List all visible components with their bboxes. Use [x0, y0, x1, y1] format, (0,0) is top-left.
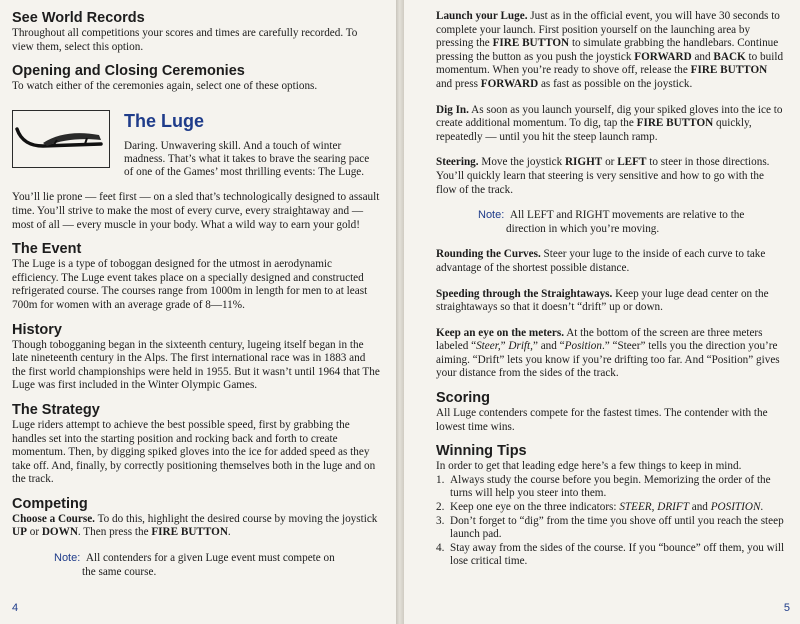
- list-item-text: Stay away from the sides of the course. If you “bounce” off them, you will lose critical time.: [450, 541, 785, 568]
- note-line-2: the same course.: [82, 565, 157, 578]
- page-number: 5: [783, 602, 790, 614]
- text-steering: [436, 156, 786, 197]
- luge-illustration-box: [12, 110, 110, 168]
- dig-in-text-1: As soon as you launch yourself, dig your spiked gloves into the ice to create additional momentum. To dig, tap the: [436, 103, 783, 130]
- meters-text-4: .” “Steer” tells you the direction you’re aiming. “Drift” lets you know if you’re drifting too far. And “Position” gives your distance from the sides of the track.: [436, 340, 780, 380]
- text-competing: [12, 513, 380, 540]
- launch-text-5: and press: [436, 77, 481, 90]
- keyword-fire-button: FIRE BUTTON: [636, 117, 714, 130]
- section-strategy: [12, 402, 380, 487]
- note-line-2: direction in which you’re moving.: [506, 222, 660, 235]
- competing-text-1: To do this, highlight the desired course by moving the joystick: [94, 512, 378, 525]
- note-label: Note:: [478, 209, 505, 222]
- launch-text-3: and: [691, 50, 714, 63]
- competing-text-end: .: [227, 526, 231, 539]
- list-item-text: Always study the course before you begin. Memorizing the order of the turns will help you steer into them.: [450, 473, 771, 500]
- heading-event: The Event: [12, 241, 82, 258]
- list-item-text: [450, 501, 763, 515]
- section-ceremonies: [12, 63, 380, 94]
- section-world-records: [12, 10, 380, 54]
- heading-ceremonies: Opening and Closing Ceremonies: [12, 63, 245, 80]
- steering-lead: Steering.: [436, 156, 479, 169]
- left-page: [0, 0, 396, 624]
- meters-text-2: ”: [500, 340, 509, 353]
- list-item-number: 4.: [436, 541, 445, 554]
- note-steering: [436, 209, 786, 236]
- text-dig-in: [436, 104, 786, 145]
- keyword-fire-button: FIRE BUTTON: [492, 37, 570, 50]
- indicator-position: POSITION: [710, 501, 761, 514]
- page-number: 4: [12, 602, 19, 614]
- luge-intro: Daring. Unwavering skill. And a touch of winter madness. That’s what it takes to brave the searing pace of one of the Games’ most thrilling events: The Luge.: [124, 139, 370, 179]
- section-history: [12, 322, 380, 393]
- list-item-number: 2.: [436, 501, 445, 514]
- tip-2-end: .: [760, 501, 764, 514]
- text-history: Though tobogganing began in the sixteenth century, lugeing itself began in the late nineteenth century in the Alps. The first international race was in 1883 and the first world championships were held in 1955. But it wasn’t until 1964 that The Luge was first included in the Winter Olympic Games.: [12, 338, 380, 392]
- tip-2-sep-1: ,: [651, 501, 658, 514]
- launch-text-6: as fast as possible on the joystick.: [538, 77, 693, 90]
- steering-text-3: to steer in those directions. You’ll quickly learn that steering is very sensitive and how to go with the flow of the track.: [436, 156, 770, 196]
- list-item-number: 3.: [436, 514, 445, 527]
- list-item: [436, 501, 786, 515]
- list-item-number: 1.: [436, 473, 445, 486]
- straightaways-lead: Speeding through the Straightaways.: [436, 287, 613, 300]
- keyword-left: LEFT: [617, 156, 647, 169]
- tips-list: [436, 474, 786, 569]
- launch-text-4: to build momentum. When you’re ready to shove off, release the: [436, 50, 784, 77]
- curves-lead: Rounding the Curves.: [436, 248, 541, 261]
- straightaways-body: Keep your luge dead center on the straightaways so that it doesn’t “drift” up or down.: [436, 287, 769, 314]
- text-event: The Luge is a type of toboggan designed for the utmost in aerodynamic efficiency. The Luge event takes place on a specially designed and constructed refrigerated course. The courses range from 1000m in length for men to at least 700m for women with an average grade of 8—11%.: [12, 258, 368, 311]
- heading-scoring: Scoring: [436, 390, 490, 407]
- luge-sled-icon: [13, 119, 109, 159]
- heading-world-records: See World Records: [12, 10, 145, 26]
- list-item-text: Don’t forget to “dig” from the time you shove off until you reach the steep launch pad.: [450, 514, 784, 541]
- text-straightaways: [436, 288, 786, 315]
- section-winning-tips: [436, 443, 786, 569]
- text-scoring: All Luge contenders compete for the fastest times. The contender with the lowest time wins.: [436, 407, 768, 433]
- note-competing: [12, 552, 380, 579]
- competing-text-2: . Then press the: [77, 526, 152, 539]
- text-world-records: Throughout all competitions your scores and times are carefully recorded. To view them, select this option.: [12, 27, 358, 53]
- keyword-fire-button: FIRE BUTTON: [690, 64, 768, 77]
- meter-drift: Drift,: [508, 340, 533, 353]
- luge-feature-text: [124, 110, 380, 180]
- launch-text-2: to simulate grabbing the handlebars. Continue pressing the button as you push the joystick: [436, 37, 779, 63]
- text-strategy: Luge riders attempt to achieve the best possible speed, first by grabbing the handles set into the starting position and rocking back and forth to create momentum. Then, by digging spiked gloves into the ice for added speed as they take off. And, finally, by correctly positioning themselves both in the luge and on the track.: [12, 418, 376, 486]
- meters-lead: Keep an eye on the meters.: [436, 326, 565, 339]
- dig-in-lead: Dig In.: [436, 103, 469, 116]
- section-scoring: [436, 390, 786, 434]
- curves-body: Steer your luge to the inside of each curve to take advantage of the shortest possible distance.: [436, 248, 766, 274]
- list-item: [436, 474, 786, 501]
- text-launch: [436, 10, 786, 92]
- keyword-forward: FORWARD: [480, 77, 539, 90]
- indicator-drift: DRIFT: [657, 501, 689, 514]
- tip-2-text: Keep one eye on the three indicators:: [450, 501, 620, 514]
- meter-position: Position: [564, 340, 602, 353]
- text-meters: [436, 327, 786, 381]
- tip-2-sep-2: and: [688, 501, 711, 514]
- meters-text-1: At the bottom of the screen are three meters labeled “: [436, 326, 763, 353]
- book-gutter: [396, 0, 404, 624]
- launch-text-1: Just as in the official event, you will have 30 seconds to complete your launch. First position yourself on the launching area by pressing the: [436, 10, 780, 50]
- text-curves: [436, 248, 786, 275]
- keyword-forward: FORWARD: [634, 50, 692, 63]
- competing-text-or: or: [26, 526, 42, 539]
- section-event: [12, 241, 380, 312]
- note-line-1: All contenders for a given Luge event must compete on: [85, 552, 335, 565]
- heading-competing: Competing: [12, 495, 88, 512]
- note-line-1: All LEFT and RIGHT movements are relative to the: [509, 209, 745, 222]
- list-item: [436, 542, 786, 569]
- luge-intro-paragraph: You’ll lie prone — feet first — on a sled that’s technologically designed to assault time. You’ll strive to make the most of every curve, every straightaway and — most of all — every muscle in your body. What a wild way to earn your gold!: [12, 191, 380, 231]
- meter-steer: Steer,: [476, 340, 501, 353]
- steering-text-1: Move the joystick: [478, 156, 565, 169]
- steering-text-2: or: [602, 156, 618, 169]
- text-ceremonies: To watch either of the ceremonies again, select one of these options.: [12, 80, 318, 93]
- section-competing: [12, 496, 380, 540]
- dig-in-text-2: quickly, repeatedly — until you hit the steep launch ramp.: [436, 117, 752, 143]
- luge-feature: [12, 110, 380, 180]
- heading-history: History: [12, 321, 62, 338]
- text-tips-intro: In order to get that leading edge here’s a few things to keep in mind.: [436, 460, 742, 473]
- list-item: [436, 515, 786, 542]
- launch-lead: Launch your Luge.: [436, 10, 528, 22]
- keyword-down: DOWN: [41, 526, 78, 539]
- luge-title: The Luge: [124, 110, 204, 131]
- keyword-back: BACK: [713, 50, 746, 63]
- keyword-fire-button: FIRE BUTTON: [151, 526, 228, 539]
- note-label: Note:: [54, 552, 81, 565]
- heading-strategy: The Strategy: [12, 401, 100, 418]
- keyword-right: RIGHT: [564, 156, 603, 169]
- heading-winning-tips: Winning Tips: [436, 443, 527, 460]
- right-page: [404, 0, 800, 624]
- meters-text-3: ” and “: [532, 340, 565, 353]
- competing-lead: Choose a Course.: [12, 512, 95, 525]
- keyword-up: UP: [12, 526, 27, 539]
- indicator-steer: STEER: [619, 501, 652, 514]
